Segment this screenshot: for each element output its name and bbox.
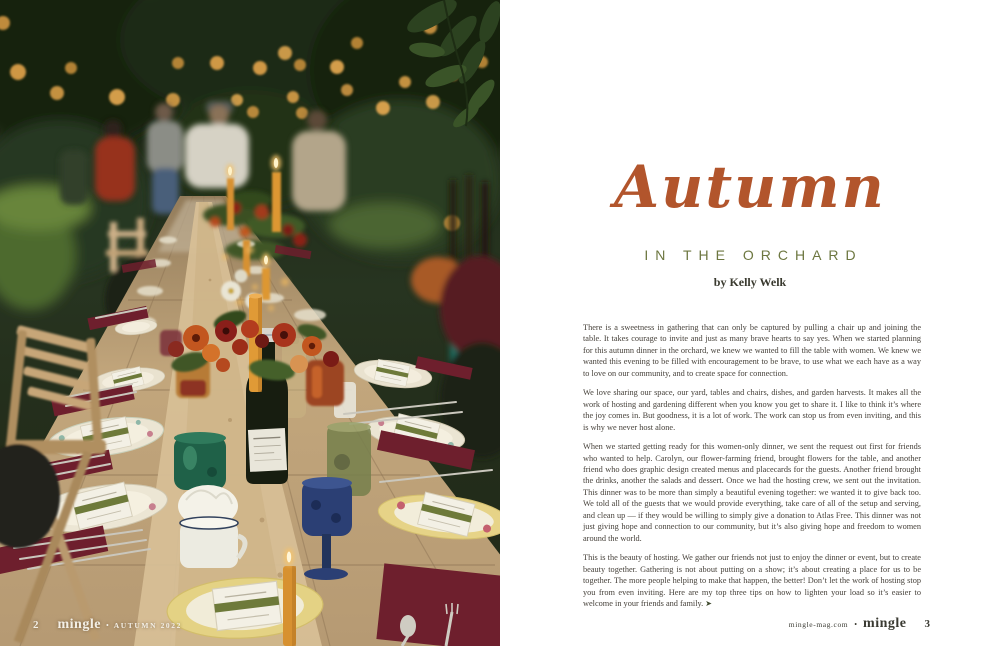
article-title-script: Autumn (614, 153, 886, 221)
footer-separator-left: • (105, 621, 109, 630)
paragraph-1: There is a sweetness in gathering that can only be captured by pulling a chair up and joining the table. It takes courage to invite and just as many brave hearts to say yes. When we started planning for this autumn dinner in the orchard, we knew we wanted to fill the table with women. We knew we wanted this evening to be filled with encouragement to be brave, to use what we each have as a way to love on our community, and to create space for connection. (583, 323, 921, 378)
left-page-footer (33, 617, 182, 633)
left-page-number: 2 (33, 619, 39, 631)
paragraph-4-text: This is the beauty of hosting. We gather our friends not just to enjoy the dinner or event, but to create beauty together. Gathering is not about putting on a show; it’s about creating a place for us to be together. The more people helping to make that happen, the better! Don’t let the work of hosting stop you from even inviting. Here are my top three tips on how to lighten your load so it’s easier to welcome in your friends and family. (583, 553, 921, 608)
article-body (583, 322, 921, 617)
article-byline: by Kelly Welk (713, 275, 787, 289)
continue-arrow-icon: ➤ (705, 598, 712, 608)
footer-separator-right: • (854, 620, 858, 629)
issue-label: AUTUMN 2022 (113, 621, 182, 630)
brand-logo-right: mingle (863, 616, 907, 631)
article-page (500, 0, 1000, 646)
right-page-number: 3 (924, 618, 930, 630)
brand-logo-left: mingle (57, 617, 101, 632)
right-page-footer (789, 616, 930, 632)
website-url: mingle-mag.com (788, 620, 849, 629)
paragraph-4 (583, 552, 921, 609)
paragraph-2: We love sharing our space, our yard, tables and chairs, dishes, and garden harvests. It makes all the work of hosting and gardening different when you know you get to share it. I like to think it’s where the joy comes in. But goodness, it is a lot of work. The work can stop us from even inviting, and this is why we never host alone. (583, 388, 921, 432)
paragraph-3: When we started getting ready for this women-only dinner, we sent the request out first for friends who wanted to help. Carolyn, our flower-farming friend, brought flowers for the table, and another friend who does graphic design created menus and placecards for the guests. Another friend brought the drinks, another the salads and dessert. Once we had the hosting crew, we sent out the invitation. This dinner was to be more than simply a beautiful evening together: we wanted it to give back too. We told all of the guests that we would provide everything, take care of all of the setup and serving, and clean up — if they would be willing to simply give a donation to Atlas Free. This dinner was not just giving hope and connection to our community, but it’s also giving hope and freedom to women around the world. (583, 442, 921, 543)
article-title-sub: IN THE ORCHARD (644, 247, 863, 263)
